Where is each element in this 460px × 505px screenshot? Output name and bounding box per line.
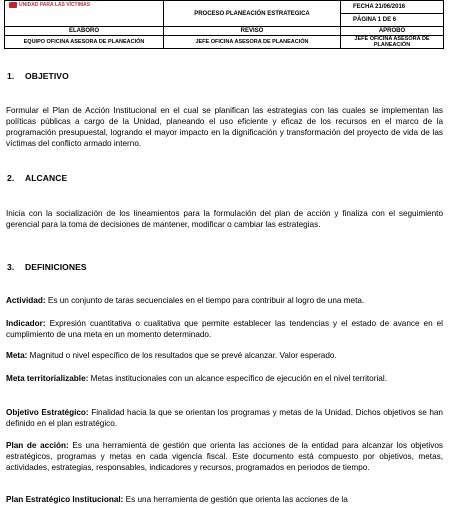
section-heading-alcance: 2. ALCANCE (7, 173, 68, 183)
role-aprobo: APROBÓ (341, 27, 444, 36)
role-reviso: REVISÓ (164, 27, 341, 36)
definition-plan-de-accion: Plan de acción: Es una herramienta de gestión que orienta las acciones de la entidad para alcanzar los objetivos estratégicos, programas y metas en cada vigencia fiscal. Este documento está compuesto por objetivos, metas, actividades, estrategias, responsables, indicadores y recursos, programados en periodos de tiempo. (6, 441, 443, 472)
section-heading-definiciones: 3. DEFINICIONES (7, 262, 87, 272)
document-header-table (4, 0, 444, 49)
logo-cell (5, 1, 164, 27)
definition-plan-estrategico-institucional: Plan Estratégico Institucional: Es una herramienta de gestión que orienta las acciones de la (6, 495, 348, 504)
colombia-emblem-icon (9, 2, 17, 8)
name-elaboro: EQUIPO OFICINA ASESORA DE PLANEACIÓN (5, 36, 164, 49)
document-date: FECHA 21/06/2016 (353, 4, 406, 10)
section-heading-objetivo: 1. OBJETIVO (7, 71, 69, 81)
unidad-victimas-logo (5, 1, 163, 8)
definition-indicador: Indicador: Expresión cuantitativa o cualitativa que permite establecer las tendencias y el estado de avance en el cumplimiento de una meta en un momento determinado. (6, 319, 443, 339)
logo-text: UNIDAD PARA LAS VÍCTIMAS (19, 1, 91, 8)
process-name: PROCESO PLANEACIÓN ESTRATEGICA (164, 1, 341, 27)
role-elaboro: ELABORÓ (5, 27, 164, 36)
name-reviso: JEFE OFICINA ASESORA DE PLANEACIÓN (164, 36, 341, 49)
section-text-alcance: Inicia con la socialización de los lineamientos para la formulación del plan de acción y finaliza con el seguimiento gerencial para la toma de decisiones de mantener, modificar o cambiar las estrategias. (6, 209, 443, 229)
definition-actividad: Actividad: Es un conjunto de taras secuenciales en el tiempo para contribuir al logro de una meta. (6, 296, 365, 305)
definition-objetivo-estrategico: Objetivo Estratégico: Finalidad hacia la que se orientan los programas y metas de la Unidad. Dichos objetivos se han definido en el plan estratégico. (6, 408, 443, 428)
page-number: PÁGINA 1 DE 6 (341, 13, 443, 26)
document-meta-cell (341, 1, 444, 27)
name-aprobo: JEFE OFICINA ASESORA DE PLANEACIÓN (341, 36, 444, 49)
definition-meta: Meta: Magnitud o nivel específico de los resultados que se prevé alcanzar. Valor esperado. (6, 351, 337, 360)
definition-meta-territorializable: Meta territorializable: Metas institucionales con un alcance específico de ejecución en el nivel territorial. (6, 374, 387, 383)
section-text-objetivo: Formular el Plan de Acción Institucional en el cual se planifican las estrategias con las cuales se implementan las políticas públicas a cargo de la Unidad, planeando el uso eficiente y eficaz de los recursos en el marco de la programación presupuestal, logrando el mayor impacto en la dignificación y transformación del proyecto de vida de las víctimas del conflicto armado interno. (6, 106, 443, 148)
